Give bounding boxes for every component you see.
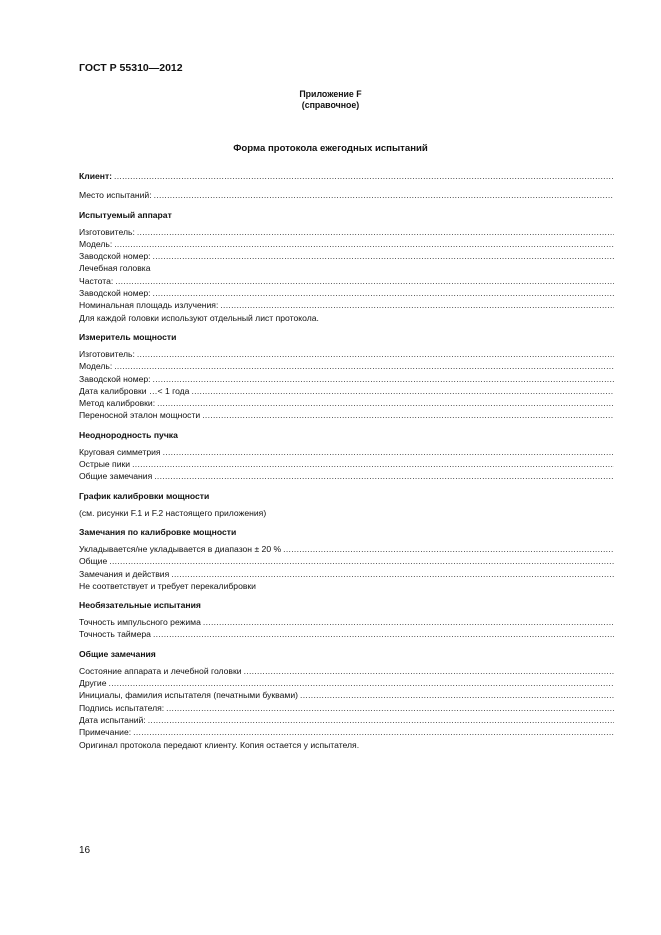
apparatus-model-field: Модель: ..... <box>79 238 614 250</box>
recalibration-note: Не соответствует и требует перекалибровки <box>79 580 256 591</box>
range-field: Укладывается/не укладывается в диапазон ± 20 % ..... <box>79 543 614 555</box>
apparatus-manufacturer-field: Изготовитель: ..... <box>79 226 614 238</box>
timer-accuracy-field: Точность таймера ..... <box>79 628 614 640</box>
meter-model-field: Модель: ..... <box>79 360 614 372</box>
sharp-peaks-field: Острые пики ..... <box>79 458 614 470</box>
annex-title: Приложение F <box>299 89 362 99</box>
condition-field: Состояние аппарата и лечебной головки ..... <box>79 665 614 677</box>
client-field <box>79 170 614 182</box>
page-number: 16 <box>79 845 91 856</box>
era-field: Номинальная площадь излучения: ..... <box>79 299 614 311</box>
calibration-graph-reference: (см. рисунки F.1 и F.2 настоящего приложения) <box>79 507 267 518</box>
initials-field: Инициалы, фамилия испытателя (печатными буквами) ..... <box>79 689 614 701</box>
annex-caption <box>0 89 661 111</box>
signature-field: Подпись испытателя: ..... <box>79 702 614 714</box>
document-header: ГОСТ Р 55310—2012 <box>79 62 183 74</box>
section-optional-tests-heading: Необязательные испытания <box>79 600 201 611</box>
calibration-method-field: Метод калибровки: ..... <box>79 397 614 409</box>
meter-manufacturer-field: Изготовитель: ..... <box>79 348 614 360</box>
pulse-accuracy-field: Точность импульсного режима ..... <box>79 616 614 628</box>
section-power-meter-heading: Измеритель мощности <box>79 331 177 342</box>
note-field: Примечание: ..... <box>79 726 614 738</box>
apparatus-serial-field: Заводской номер: ..... <box>79 250 614 262</box>
section-apparatus-heading: Испытуемый аппарат <box>79 209 172 220</box>
remarks-actions-field: Замечания и действия ..... <box>79 568 614 580</box>
original-note: Оригинал протокола передают клиенту. Копия остается у испытателя. <box>79 739 360 750</box>
frequency-field: Частота: ..... <box>79 275 614 287</box>
test-site-field: Место испытаний: ..... <box>79 189 614 201</box>
meter-serial-field: Заводской номер: ..... <box>79 373 614 385</box>
other-field: Другие ..... <box>79 677 614 689</box>
calibration-general-field: Общие ..... <box>79 555 614 567</box>
circular-symmetry-field: Круговая симметрия ..... <box>79 446 614 458</box>
apparatus-note: Для каждой головки используют отдельный лист протокола. <box>79 312 319 323</box>
section-beam-heading: Неоднородность пучка <box>79 429 178 440</box>
form-title: Форма протокола ежегодных испытаний <box>233 143 428 154</box>
beam-remarks-field: Общие замечания ..... <box>79 470 614 482</box>
protocol-form <box>79 170 614 751</box>
section-calibration-remarks-heading: Замечания по калибровке мощности <box>79 526 237 537</box>
annex-type: (справочное) <box>301 100 360 110</box>
treatment-head-label: Лечебная головка <box>79 263 151 274</box>
client-label: Клиент: <box>79 171 113 181</box>
head-serial-field: Заводской номер: ..... <box>79 287 614 299</box>
portable-standard-field: Переносной эталон мощности ..... <box>79 409 614 421</box>
calibration-date-field: Дата калибровки …< 1 года ..... <box>79 385 614 397</box>
section-general-remarks-heading: Общие замечания <box>79 648 156 659</box>
section-calibration-graph-heading: График калибровки мощности <box>79 490 210 501</box>
test-date-field: Дата испытаний: ..... <box>79 714 614 726</box>
